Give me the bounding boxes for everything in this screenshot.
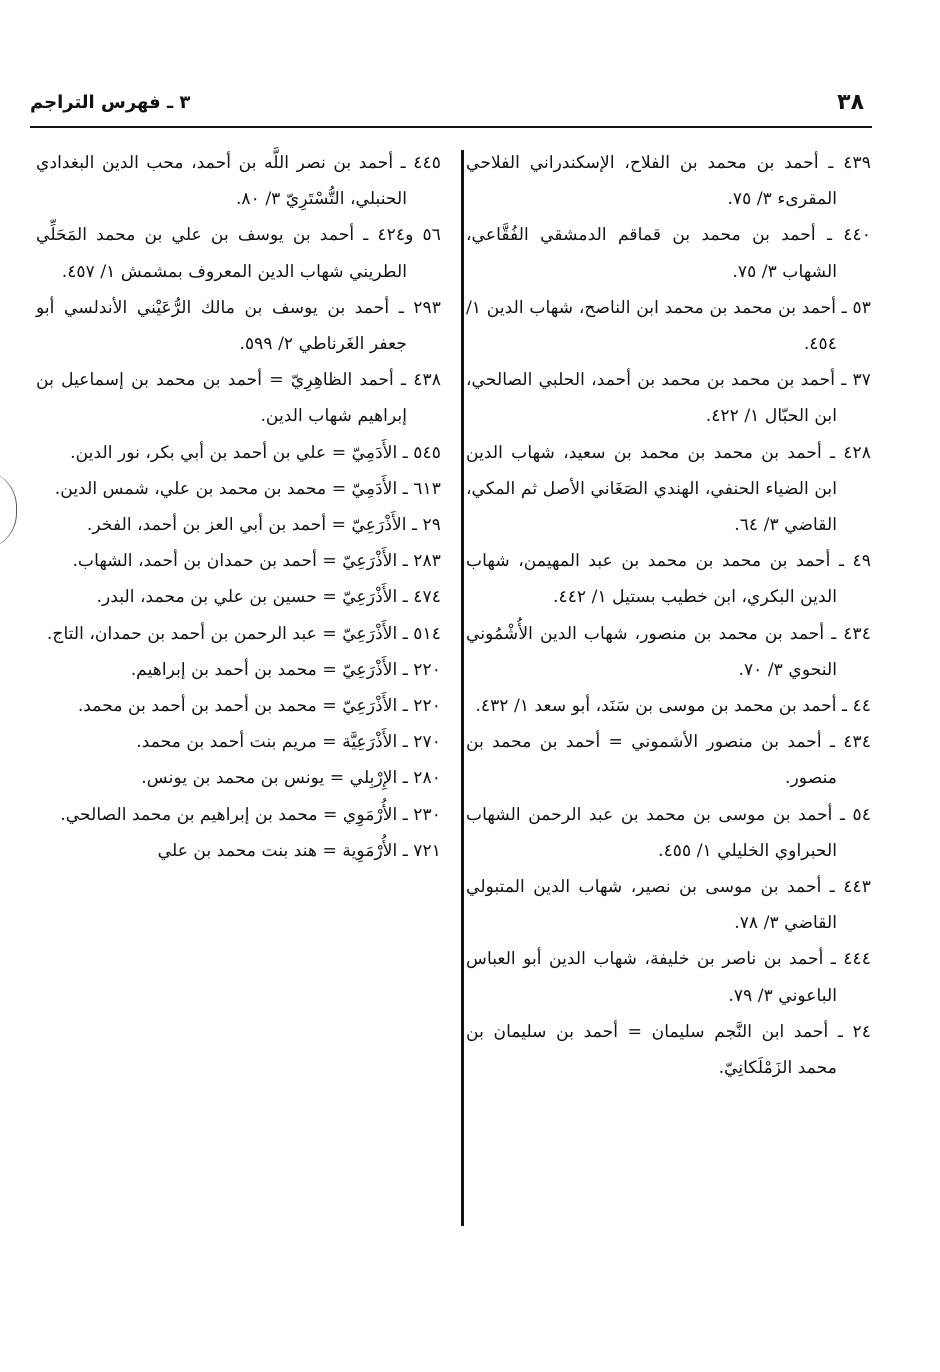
column-divider	[461, 150, 464, 1226]
index-entry: ٥٣ ـ أحمد بن محمد بن محمد ابن الناصح، شهاب الدين ١/ ٤٥٤.	[466, 297, 871, 355]
index-entry: ٢٢٠ ـ الأَذْرَعِيّ = محمد بن أحمد بن أحمد بن محمد.	[77, 696, 441, 717]
index-entry: ٤٤٥ ـ أحمد بن نصر اللَّه بن أحمد، محب الدين البغدادي الحنبلي، التُّسْتَرِيّ ٣/ ٨٠.	[36, 153, 441, 210]
index-column-right	[466, 145, 871, 1086]
index-entry: ٤٧٤ ـ الأَذْرَعِيّ = حسين بن علي بن محمد، البدر.	[96, 587, 441, 608]
index-entry: ٤٣٩ ـ أحمد بن محمد بن الفلاح، الإسكندراني الفلاحي المقرىء ٣/ ٧٥.	[466, 153, 871, 210]
index-entry: ٢٨٠ ـ الإِرْبِلي = يونس بن محمد بن يونس.	[141, 768, 441, 789]
page-header	[30, 88, 872, 124]
index-entry: ٥٤٥ ـ الأَدَمِيّ = علي بن أحمد بن أبي بكر، نور الدين.	[70, 442, 441, 463]
index-entry: ٢٨٣ ـ الأَذْرَعِيّ = أحمد بن حمدان بن أحمد، الشهاب.	[72, 551, 441, 572]
running-title: ٣ ـ فهرس التراجم	[30, 92, 191, 113]
index-entry: ٤٤٣ ـ أحمد بن موسى بن نصير، شهاب الدين المتبولي القاضي ٣/ ٧٨.	[466, 877, 871, 934]
index-entry: ٦١٣ ـ الأَدَمِيّ = محمد بن محمد بن علي، شمس الدين.	[54, 478, 441, 499]
index-entry: ٥٤ ـ أحمد بن موسى بن محمد بن عبد الرحمن الشهاب الحبراوي الخليلي ١/ ٤٥٥.	[466, 804, 871, 861]
index-entry: ٤٣٤ ـ أحمد بن محمد بن منصور، شهاب الدين الأُشْمُوني النحوي ٣/ ٧٠.	[466, 623, 871, 680]
index-entry: ٢٩٣ ـ أحمد بن يوسف بن مالك الرُّعَيْني الأندلسي أبو جعفر الغَرناطي ٢/ ٥٩٩.	[36, 297, 441, 355]
index-entry: ٢٢٠ ـ الأَذْرَعِيّ = محمد بن أحمد بن إبراهيم.	[130, 659, 441, 680]
index-entry: ٤٣٨ ـ أحمد الظاهِرِيّ = أحمد بن محمد بن إسماعيل بن إبراهيم شهاب الدين.	[36, 370, 441, 427]
index-entry: ٣٧ ـ أحمد بن محمد بن محمد بن أحمد، الحلبي الصالحي، ابن الحبّال ١/ ٤٢٢.	[466, 370, 871, 427]
index-entry: ٢٣٠ ـ الأُرْمَوِي = محمد بن إبراهيم بن محمد الصالحي.	[60, 804, 441, 825]
index-column-left	[36, 145, 441, 869]
index-entry: ٤٤٤ ـ أحمد بن ناصر بن خليفة، شهاب الدين أبو العباس الباعوني ٣/ ٧٩.	[466, 949, 871, 1006]
index-entry: ٥٦ و٤٢٤ ـ أحمد بن يوسف بن علي بن محمد المَحَلِّي الطريني شهاب الدين المعروف بمشمش ١/ ٤٥٧.	[36, 225, 441, 282]
index-entry: ٤٢٨ ـ أحمد بن محمد بن محمد بن سعيد، شهاب الدين ابن الضياء الحنفي، الهندي الصَغَاني الأصل ثم المكي، القاضي ٣/ ٦٤.	[466, 442, 871, 536]
index-entry: ٤٤٠ ـ أحمد بن محمد بن قماقم الدمشقي الفُقَّاعي، الشهاب ٣/ ٧٥.	[466, 225, 871, 282]
index-entry: ٢٩ ـ الأَذْرَعِيّ = أحمد بن أبي العز بن أحمد، الفخر.	[86, 515, 441, 536]
page-number: ٣٨	[837, 90, 864, 115]
index-entry: ٤٩ ـ أحمد بن محمد بن محمد بن عبد المهيمن، شهاب الدين البكري، ابن خطيب بستيل ١/ ٤٤٢.	[466, 551, 871, 608]
header-rule	[30, 126, 872, 128]
index-entry: ٥١٤ ـ الأَذْرَعِيّ = عبد الرحمن بن أحمد بن حمدان، التاج.	[46, 623, 441, 644]
page-edge-mark	[0, 470, 17, 550]
index-entry: ٤٣٤ ـ أحمد بن منصور الأشموني = أحمد بن محمد بن منصور.	[466, 732, 871, 789]
index-entry: ٧٢١ ـ الأُرْمَوِية = هند بنت محمد بن علي	[157, 840, 441, 861]
index-entry: ٢٤ ـ أحمد ابن النَّجم سليمان = أحمد بن سليمان بن محمد الزَمْلَكانِيّ.	[466, 1021, 871, 1079]
index-entry: ٢٧٠ ـ الأَذْرَعِيَّة = مريم بنت أحمد بن محمد.	[136, 732, 441, 753]
index-entry: ٤٤ ـ أحمد بن محمد بن موسى بن سَنَد، أبو سعد ١/ ٤٣٢.	[475, 696, 871, 717]
